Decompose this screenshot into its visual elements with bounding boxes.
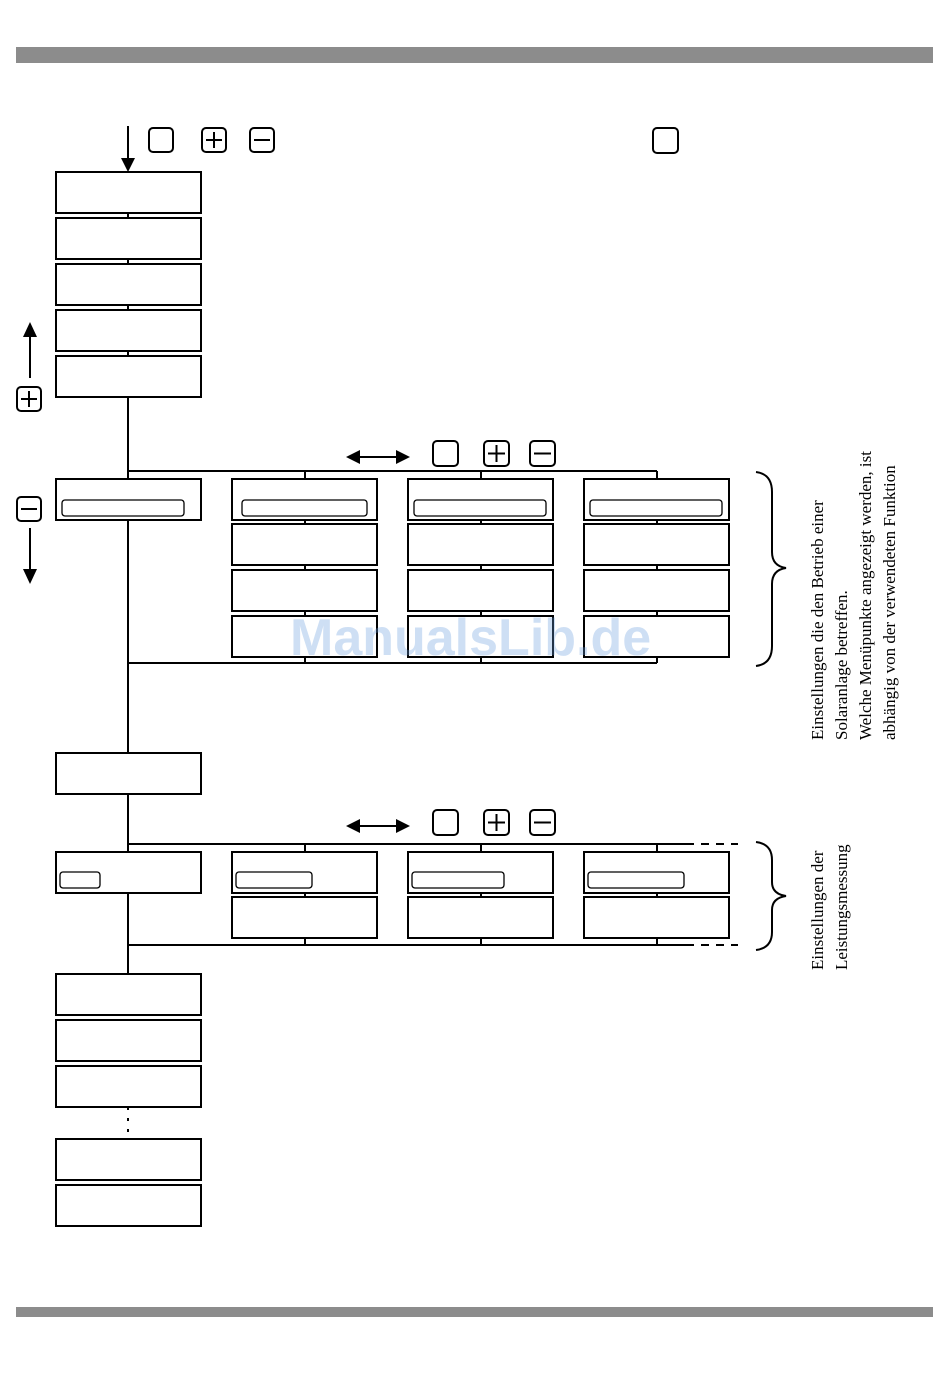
menu-box: [408, 524, 553, 565]
menu-box: [56, 1066, 201, 1107]
menu-box: [232, 524, 377, 565]
square-button-icon: [433, 441, 458, 466]
square-button-icon: [149, 128, 173, 152]
power-brace: [756, 842, 786, 950]
menu-box: [56, 974, 201, 1015]
plus-button-icon: [484, 441, 509, 466]
solar-note-line: abhängig von der verwendeten Funktion: [880, 465, 899, 740]
minus-button-icon: [530, 441, 555, 466]
solar-brace: [756, 472, 786, 666]
left-right-arrow-icon: [346, 819, 410, 833]
menu-box: [584, 897, 729, 938]
menu-box: [584, 524, 729, 565]
down-arrow-icon: [23, 528, 37, 584]
solar-note-line: Einstellungen die den Betrieb einer: [808, 500, 827, 740]
power-note-line: Einstellungen der: [808, 850, 827, 970]
power-settings-note: [806, 844, 854, 970]
menu-box: [56, 264, 201, 305]
menu-box: [56, 172, 201, 213]
menu-box: [56, 1139, 201, 1180]
menu-box: [56, 1185, 201, 1226]
up-arrow-icon: [23, 322, 37, 378]
square-button-icon-right: [653, 128, 678, 153]
menu-box: [408, 897, 553, 938]
menu-box: [232, 570, 377, 611]
left-right-arrow-icon: [346, 450, 410, 464]
minus-nav-icon: [17, 497, 41, 521]
watermark: ManualsLib.de: [290, 609, 652, 667]
solar-settings-note: [806, 451, 902, 740]
entry-arrow-icon: [121, 126, 135, 172]
menu-box: [56, 753, 201, 794]
menu-box: [408, 570, 553, 611]
power-note-line: Leistungsmessung: [832, 844, 851, 970]
menu-box: [56, 1020, 201, 1061]
plus-nav-icon: [17, 387, 41, 411]
menu-box: [56, 310, 201, 351]
menu-box: [56, 218, 201, 259]
solar-note-line: Welche Menüpunkte angezeigt werden, ist: [856, 451, 875, 740]
header-bar: [16, 47, 933, 63]
menu-box: [232, 897, 377, 938]
minus-button-icon: [250, 128, 274, 152]
footer-bar: [16, 1307, 933, 1317]
menu-box: [56, 356, 201, 397]
square-button-icon: [433, 810, 458, 835]
minus-button-icon: [530, 810, 555, 835]
menu-box: [584, 570, 729, 611]
plus-button-icon: [484, 810, 509, 835]
plus-button-icon: [202, 128, 226, 152]
solar-note-line: Solaranlage betreffen.: [832, 590, 851, 740]
